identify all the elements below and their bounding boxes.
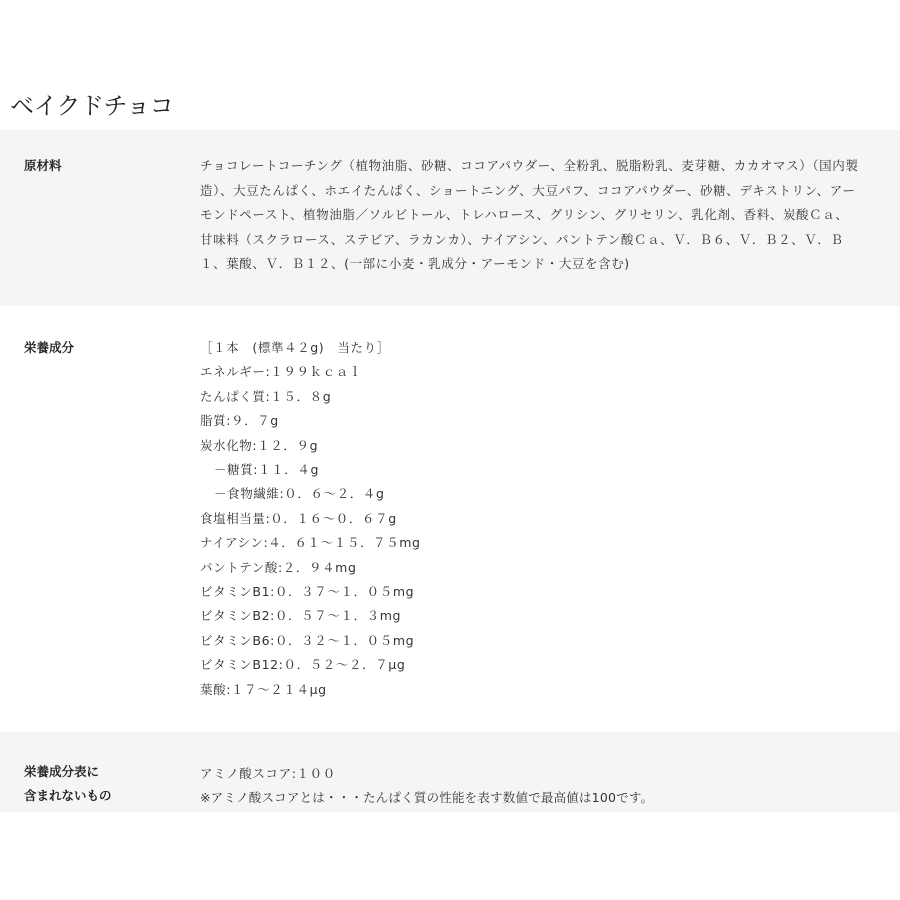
nutrition-line: 炭水化物:１２．９g: [200, 437, 319, 453]
nutrition-line-sub: －糖質:１１．４g: [214, 462, 320, 478]
nutrition-line: 葉酸:１７～２１４μg: [200, 681, 327, 697]
nutrition-line: ナイアシン:４．６１～１５．７５mg: [200, 535, 421, 551]
extra-text: [200, 762, 860, 810]
nutrition-line: ビタミンB1:０．３７～１．０５mg: [200, 584, 415, 600]
nutrition-line-sub: －食物繊維:０．６～２．４g: [214, 486, 385, 502]
extra-label: [24, 760, 112, 808]
ingredients-section: [0, 130, 900, 306]
nutrition-section: [0, 306, 900, 732]
ingredients-text: チョコレートコーチング（植物油脂、砂糖、ココアパウダー、全粉乳、脱脂粉乳、麦芽糖、カカオマス）（国内製造）、大豆たんぱく、ホエイたんぱく、ショートニング、大豆パフ、ココアパウダー、砂糖、デキストリン、アーモンドペースト、植物油脂／ソルビトール、トレハロース、グリシン、グリセリン、乳化剤、香料、炭酸Ｃａ、甘味料（スクラロース、ステビア、ラカンカ）、ナイアシン、パントテン酸Ｃａ、Ｖ．Ｂ６、Ｖ．Ｂ２、Ｖ．Ｂ１、葉酸、Ｖ．Ｂ１２、(一部に小麦・乳成分・アーモンド・大豆を含む): [200, 158, 859, 271]
extra-label-line1: 栄養成分表に: [24, 764, 100, 779]
nutrition-line: ビタミンB12:０．５２～２．７μg: [200, 657, 406, 673]
nutrition-line: 食塩相当量:０．１６～０．６７g: [200, 510, 397, 526]
extra-label-line2: 含まれないもの: [24, 788, 112, 803]
nutrition-list: [200, 336, 860, 702]
product-title: ベイクドチョコ: [10, 92, 174, 120]
nutrition-line: エネルギー:１９９ｋｃａｌ: [200, 364, 363, 380]
extra-section: [0, 732, 900, 812]
nutrition-line: ビタミンB2:０．５７～１．３mg: [200, 608, 402, 624]
ingredients-label: 原材料: [24, 158, 62, 173]
nutrition-line: ［１本 (標準４２g) 当たり］: [200, 340, 390, 355]
nutrition-line: ビタミンB6:０．３２～１．０５mg: [200, 632, 415, 648]
amino-note-line: ※アミノ酸スコアとは・・・たんぱく質の性能を表す数値で最高値は100です。: [200, 790, 654, 805]
nutrition-line: 脂質:９．７g: [200, 413, 279, 429]
nutrition-line: パントテン酸:２．９４mg: [200, 559, 357, 575]
nutrition-line: たんぱく質:１５．８g: [200, 388, 332, 404]
nutrition-label: 栄養成分: [24, 340, 75, 355]
amino-score-line: アミノ酸スコア:１００: [200, 766, 336, 781]
